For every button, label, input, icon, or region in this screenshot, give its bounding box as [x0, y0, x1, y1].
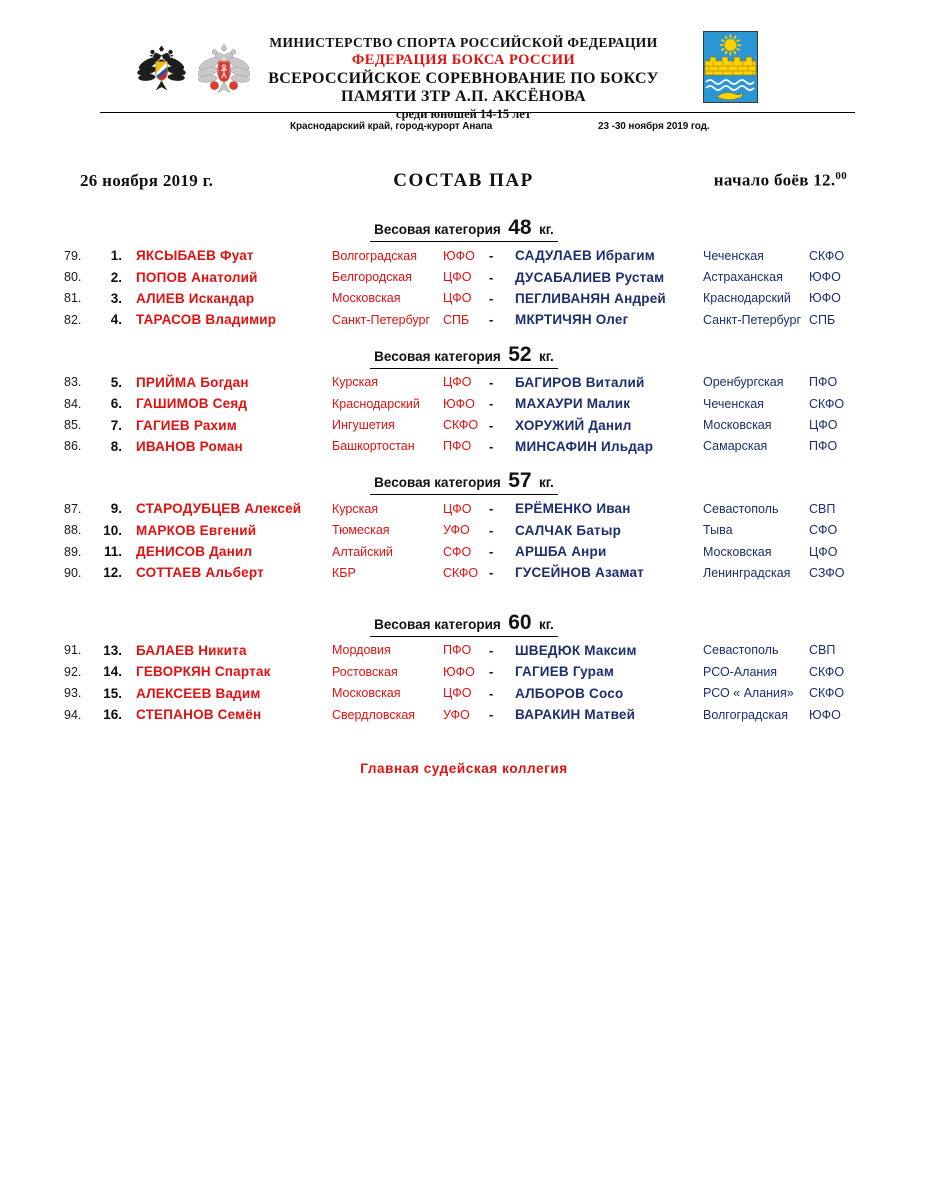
- header-divider: [100, 112, 855, 113]
- red-corner-name: СТЕПАНОВ Семён: [136, 707, 262, 723]
- blue-corner-region: РСО-Алания: [703, 664, 778, 679]
- versus-dash: -: [489, 290, 494, 306]
- blue-corner-name: ВАРАКИН Матвей: [515, 707, 636, 723]
- red-corner-name: ПРИЙМА Богдан: [136, 374, 249, 390]
- weight-category-section: [64, 469, 864, 584]
- age-group-line: среди юношей 14-15 лет: [396, 107, 531, 121]
- pair-rows: [64, 372, 864, 458]
- red-corner-district: СКФО: [443, 565, 479, 580]
- red-corner-name: МАРКОВ Евгений: [136, 522, 257, 538]
- anapa-coat-of-arms-icon: [703, 31, 758, 108]
- red-corner-district: ЮФО: [443, 396, 475, 411]
- bout-number: 85.: [64, 418, 82, 433]
- weight-category-heading: [64, 343, 864, 369]
- pair-number: 4.: [110, 312, 122, 328]
- pair-number: 5.: [110, 374, 122, 390]
- versus-dash: -: [489, 312, 494, 328]
- red-corner-name: СОТТАЕВ Альберт: [136, 565, 264, 581]
- bout-number: 80.: [64, 270, 82, 285]
- weight-value: 52: [508, 342, 532, 366]
- blue-corner-region: Ленинградская: [703, 565, 791, 580]
- versus-dash: -: [489, 642, 494, 658]
- blue-corner-region: Волгоградская: [703, 707, 789, 722]
- weight-value: 57: [508, 469, 532, 493]
- red-corner-district: ЦФО: [443, 270, 472, 285]
- blue-corner-district: ЮФО: [809, 270, 841, 285]
- red-corner-district: УФО: [443, 523, 470, 538]
- blue-corner-district: СФО: [809, 523, 838, 538]
- red-corner-district: ЦФО: [443, 501, 472, 516]
- weight-unit: кг.: [539, 348, 554, 364]
- pair-number: 13.: [103, 642, 122, 658]
- pair-number: 7.: [110, 417, 122, 433]
- versus-dash: -: [489, 522, 494, 538]
- blue-corner-name: АЛБОРОВ Сосо: [515, 685, 624, 701]
- pair-row: [64, 309, 864, 330]
- versus-dash: -: [489, 544, 494, 560]
- pair-row: [64, 414, 864, 435]
- pair-number: 8.: [110, 438, 122, 454]
- blue-corner-name: ЕРЁМЕНКО Иван: [515, 501, 631, 517]
- versus-dash: -: [489, 374, 494, 390]
- bout-number: 81.: [64, 291, 82, 306]
- event-title-line2: ПАМЯТИ ЗТР А.П. АКСЁНОВА: [341, 88, 586, 105]
- blue-corner-district: ПФО: [809, 439, 838, 454]
- red-corner-name: ИВАНОВ Роман: [136, 438, 243, 454]
- red-corner-district: ЦФО: [443, 686, 472, 701]
- blue-corner-region: Чеченская: [703, 248, 764, 263]
- weight-category-heading: [64, 216, 864, 242]
- red-corner-district: СКФО: [443, 418, 479, 433]
- red-corner-name: СТАРОДУБЦЕВ Алексей: [136, 501, 302, 517]
- red-corner-region: Курская: [332, 375, 379, 390]
- blue-corner-region: Санкт-Петербург: [703, 312, 802, 327]
- session-date: 26 ноября 2019 г.: [80, 171, 214, 190]
- blue-corner-name: САЛЧАК Батыр: [515, 522, 622, 538]
- blue-corner-district: СВП: [809, 643, 836, 658]
- red-corner-region: Ингушетия: [332, 418, 395, 433]
- red-corner-region: Краснодарский: [332, 396, 420, 411]
- bout-number: 84.: [64, 396, 82, 411]
- blue-corner-name: ГАГИЕВ Гурам: [515, 664, 615, 680]
- red-corner-name: АЛЕКСЕЕВ Вадим: [136, 685, 261, 701]
- red-corner-name: ПОПОВ Анатолий: [136, 269, 258, 285]
- pair-row: [64, 661, 864, 682]
- blue-corner-district: ЮФО: [809, 707, 841, 722]
- weight-category-section: [64, 216, 864, 331]
- blue-corner-region: Чеченская: [703, 396, 764, 411]
- red-corner-region: Башкортостан: [332, 439, 415, 454]
- red-corner-name: ГАГИЕВ Рахим: [136, 417, 237, 433]
- pair-row: [64, 541, 864, 562]
- venue-text: Краснодарский край, город-курорт Анапа: [290, 121, 493, 132]
- versus-dash: -: [489, 685, 494, 701]
- weight-category-heading-text: [370, 343, 558, 369]
- pair-number: 15.: [103, 685, 122, 701]
- red-corner-district: ЮФО: [443, 664, 475, 679]
- blue-corner-district: ЦФО: [809, 544, 838, 559]
- red-corner-name: БАЛАЕВ Никита: [136, 642, 247, 658]
- pair-number: 3.: [110, 290, 122, 306]
- red-corner-name: ГЕВОРКЯН Спартак: [136, 664, 271, 680]
- event-title-line1: ВСЕРОССИЙСКОЕ СОРЕВНОВАНИЕ ПО БОКСУ: [268, 70, 659, 87]
- bout-number: 79.: [64, 248, 82, 263]
- bout-number: 94.: [64, 707, 82, 722]
- versus-dash: -: [489, 565, 494, 581]
- blue-corner-district: СКФО: [809, 248, 845, 263]
- bout-number: 89.: [64, 544, 82, 559]
- header-titles: [150, 35, 777, 122]
- pair-number: 11.: [103, 544, 122, 560]
- blue-corner-district: СКФО: [809, 396, 845, 411]
- versus-dash: -: [489, 396, 494, 412]
- bout-number: 93.: [64, 686, 82, 701]
- versus-dash: -: [489, 501, 494, 517]
- red-corner-district: ПФО: [443, 439, 472, 454]
- pair-number: 12.: [103, 565, 122, 581]
- blue-corner-region: Краснодарский: [703, 291, 791, 306]
- document-header: [0, 0, 927, 160]
- ministry-title: МИНИСТЕРСТВО СПОРТА РОССИЙСКОЙ ФЕДЕРАЦИИ: [269, 35, 658, 50]
- red-corner-region: Курская: [332, 501, 379, 516]
- blue-corner-district: ЮФО: [809, 291, 841, 306]
- pair-number: 6.: [110, 396, 122, 412]
- title-row: [80, 170, 847, 192]
- pair-row: [64, 520, 864, 541]
- red-corner-name: ДЕНИСОВ Данил: [136, 544, 253, 560]
- pair-number: 16.: [103, 707, 122, 723]
- red-corner-name: ЯКСЫБАЕВ Фуат: [136, 248, 254, 264]
- bout-number: 82.: [64, 312, 82, 327]
- bout-number: 91.: [64, 643, 82, 658]
- weight-unit: кг.: [539, 475, 554, 491]
- versus-dash: -: [489, 707, 494, 723]
- bout-number: 92.: [64, 664, 82, 679]
- red-corner-region: Свердловская: [332, 707, 416, 722]
- blue-corner-region: Тыва: [703, 523, 733, 538]
- weight-value: 48: [508, 216, 532, 239]
- weight-category-heading: [64, 611, 864, 637]
- blue-corner-district: СПБ: [809, 312, 836, 327]
- blue-corner-region: Московская: [703, 544, 772, 559]
- pair-row: [64, 288, 864, 309]
- blue-corner-name: САДУЛАЕВ Ибрагим: [515, 248, 655, 264]
- pair-row: [64, 245, 864, 266]
- weight-category-section: [64, 343, 864, 458]
- weight-sections: [64, 216, 864, 725]
- blue-corner-name: МАХАУРИ Малик: [515, 396, 631, 412]
- blue-corner-name: МИНСАФИН Ильдар: [515, 438, 654, 454]
- blue-corner-region: Московская: [703, 418, 772, 433]
- red-corner-district: СПБ: [443, 312, 470, 327]
- pair-number: 9.: [110, 501, 122, 517]
- red-corner-district: ЦФО: [443, 375, 472, 390]
- blue-corner-district: СЗФО: [809, 565, 845, 580]
- pair-row: [64, 266, 864, 287]
- red-corner-district: ЦФО: [443, 291, 472, 306]
- red-corner-region: Мордовия: [332, 643, 391, 658]
- blue-corner-name: ШВЕДЮК Максим: [515, 642, 637, 658]
- weight-category-section: [64, 611, 864, 726]
- weight-category-heading-text: [370, 469, 558, 495]
- bout-number: 88.: [64, 523, 82, 538]
- dates-text: 23 -30 ноября 2019 год.: [598, 121, 710, 132]
- start-time: [714, 170, 847, 191]
- weight-category-label: Весовая категория: [374, 348, 501, 364]
- red-corner-district: ЮФО: [443, 248, 475, 263]
- pair-number: 2.: [110, 269, 122, 285]
- weight-category-label: Весовая категория: [374, 475, 501, 491]
- start-time-label: начало боёв 12.: [713, 171, 836, 190]
- red-corner-region: Московская: [332, 291, 401, 306]
- blue-corner-name: БАГИРОВ Виталий: [515, 374, 645, 390]
- red-corner-region: Белгородская: [332, 270, 412, 285]
- pair-row: [64, 682, 864, 703]
- versus-dash: -: [489, 248, 494, 264]
- versus-dash: -: [489, 438, 494, 454]
- red-corner-district: СФО: [443, 544, 472, 559]
- red-corner-name: ТАРАСОВ Владимир: [136, 312, 277, 328]
- blue-corner-region: Оренбургская: [703, 375, 784, 390]
- pair-row: [64, 372, 864, 393]
- weight-category-heading: [64, 469, 864, 495]
- weight-category-label: Весовая категория: [374, 222, 501, 237]
- blue-corner-region: Севастополь: [703, 501, 779, 516]
- blue-corner-name: ХОРУЖИЙ Данил: [515, 417, 632, 433]
- pair-row: [64, 704, 864, 725]
- pair-row: [64, 436, 864, 457]
- weight-category-label: Весовая категория: [374, 616, 501, 632]
- blue-corner-name: ДУСАБАЛИЕВ Рустам: [515, 269, 665, 285]
- red-corner-name: ГАШИМОВ Сеяд: [136, 396, 248, 412]
- blue-corner-region: Астраханская: [703, 270, 783, 285]
- versus-dash: -: [489, 269, 494, 285]
- weight-value: 60: [508, 610, 532, 634]
- bout-number: 87.: [64, 501, 82, 516]
- red-corner-region: Алтайский: [332, 544, 393, 559]
- blue-corner-name: ГУСЕЙНОВ Азамат: [515, 565, 644, 581]
- blue-corner-district: ЦФО: [809, 418, 838, 433]
- pair-row: [64, 393, 864, 414]
- pair-number: 1.: [110, 248, 122, 264]
- bout-number: 90.: [64, 565, 82, 580]
- blue-corner-region: Самарская: [703, 439, 768, 454]
- red-corner-region: КБР: [332, 565, 356, 580]
- page-title: СОСТАВ ПАР: [393, 170, 534, 191]
- blue-corner-region: РСО « Алания»: [703, 686, 794, 701]
- weight-category-heading-text: [370, 611, 558, 637]
- pair-number: 14.: [103, 664, 122, 680]
- pair-row: [64, 498, 864, 519]
- blue-corner-region: Севастополь: [703, 643, 779, 658]
- pair-rows: [64, 498, 864, 584]
- versus-dash: -: [489, 664, 494, 680]
- bout-number: 86.: [64, 439, 82, 454]
- red-corner-region: Тюмеская: [332, 523, 390, 538]
- blue-corner-name: МКРТИЧЯН Олег: [515, 312, 629, 328]
- blue-corner-district: СВП: [809, 501, 836, 516]
- red-corner-region: Санкт-Петербург: [332, 312, 431, 327]
- chief-judges-line: Главная судейская коллегия: [360, 761, 568, 777]
- pair-rows: [64, 640, 864, 726]
- red-corner-region: Волгоградская: [332, 248, 418, 263]
- pair-number: 10.: [103, 522, 122, 538]
- blue-corner-name: АРШБА Анри: [515, 544, 607, 560]
- blue-corner-district: СКФО: [809, 686, 845, 701]
- red-corner-region: Московская: [332, 686, 401, 701]
- blue-corner-district: ПФО: [809, 375, 838, 390]
- red-corner-district: ПФО: [443, 643, 472, 658]
- versus-dash: -: [489, 417, 494, 433]
- bout-number: 83.: [64, 375, 82, 390]
- pair-row: [64, 640, 864, 661]
- red-corner-region: Ростовская: [332, 664, 398, 679]
- start-time-minutes: 00: [835, 170, 847, 183]
- pair-rows: [64, 245, 864, 331]
- federation-title: ФЕДЕРАЦИЯ БОКСА РОССИИ: [351, 52, 576, 68]
- blue-corner-district: СКФО: [809, 664, 845, 679]
- blue-corner-name: ПЕГЛИВАНЯН Андрей: [515, 290, 666, 306]
- weight-unit: кг.: [539, 616, 554, 632]
- red-corner-name: АЛИЕВ Искандар: [136, 290, 255, 306]
- pair-row: [64, 562, 864, 583]
- weight-unit: кг.: [539, 222, 554, 237]
- weight-category-heading-text: [370, 216, 558, 242]
- red-corner-district: УФО: [443, 707, 470, 722]
